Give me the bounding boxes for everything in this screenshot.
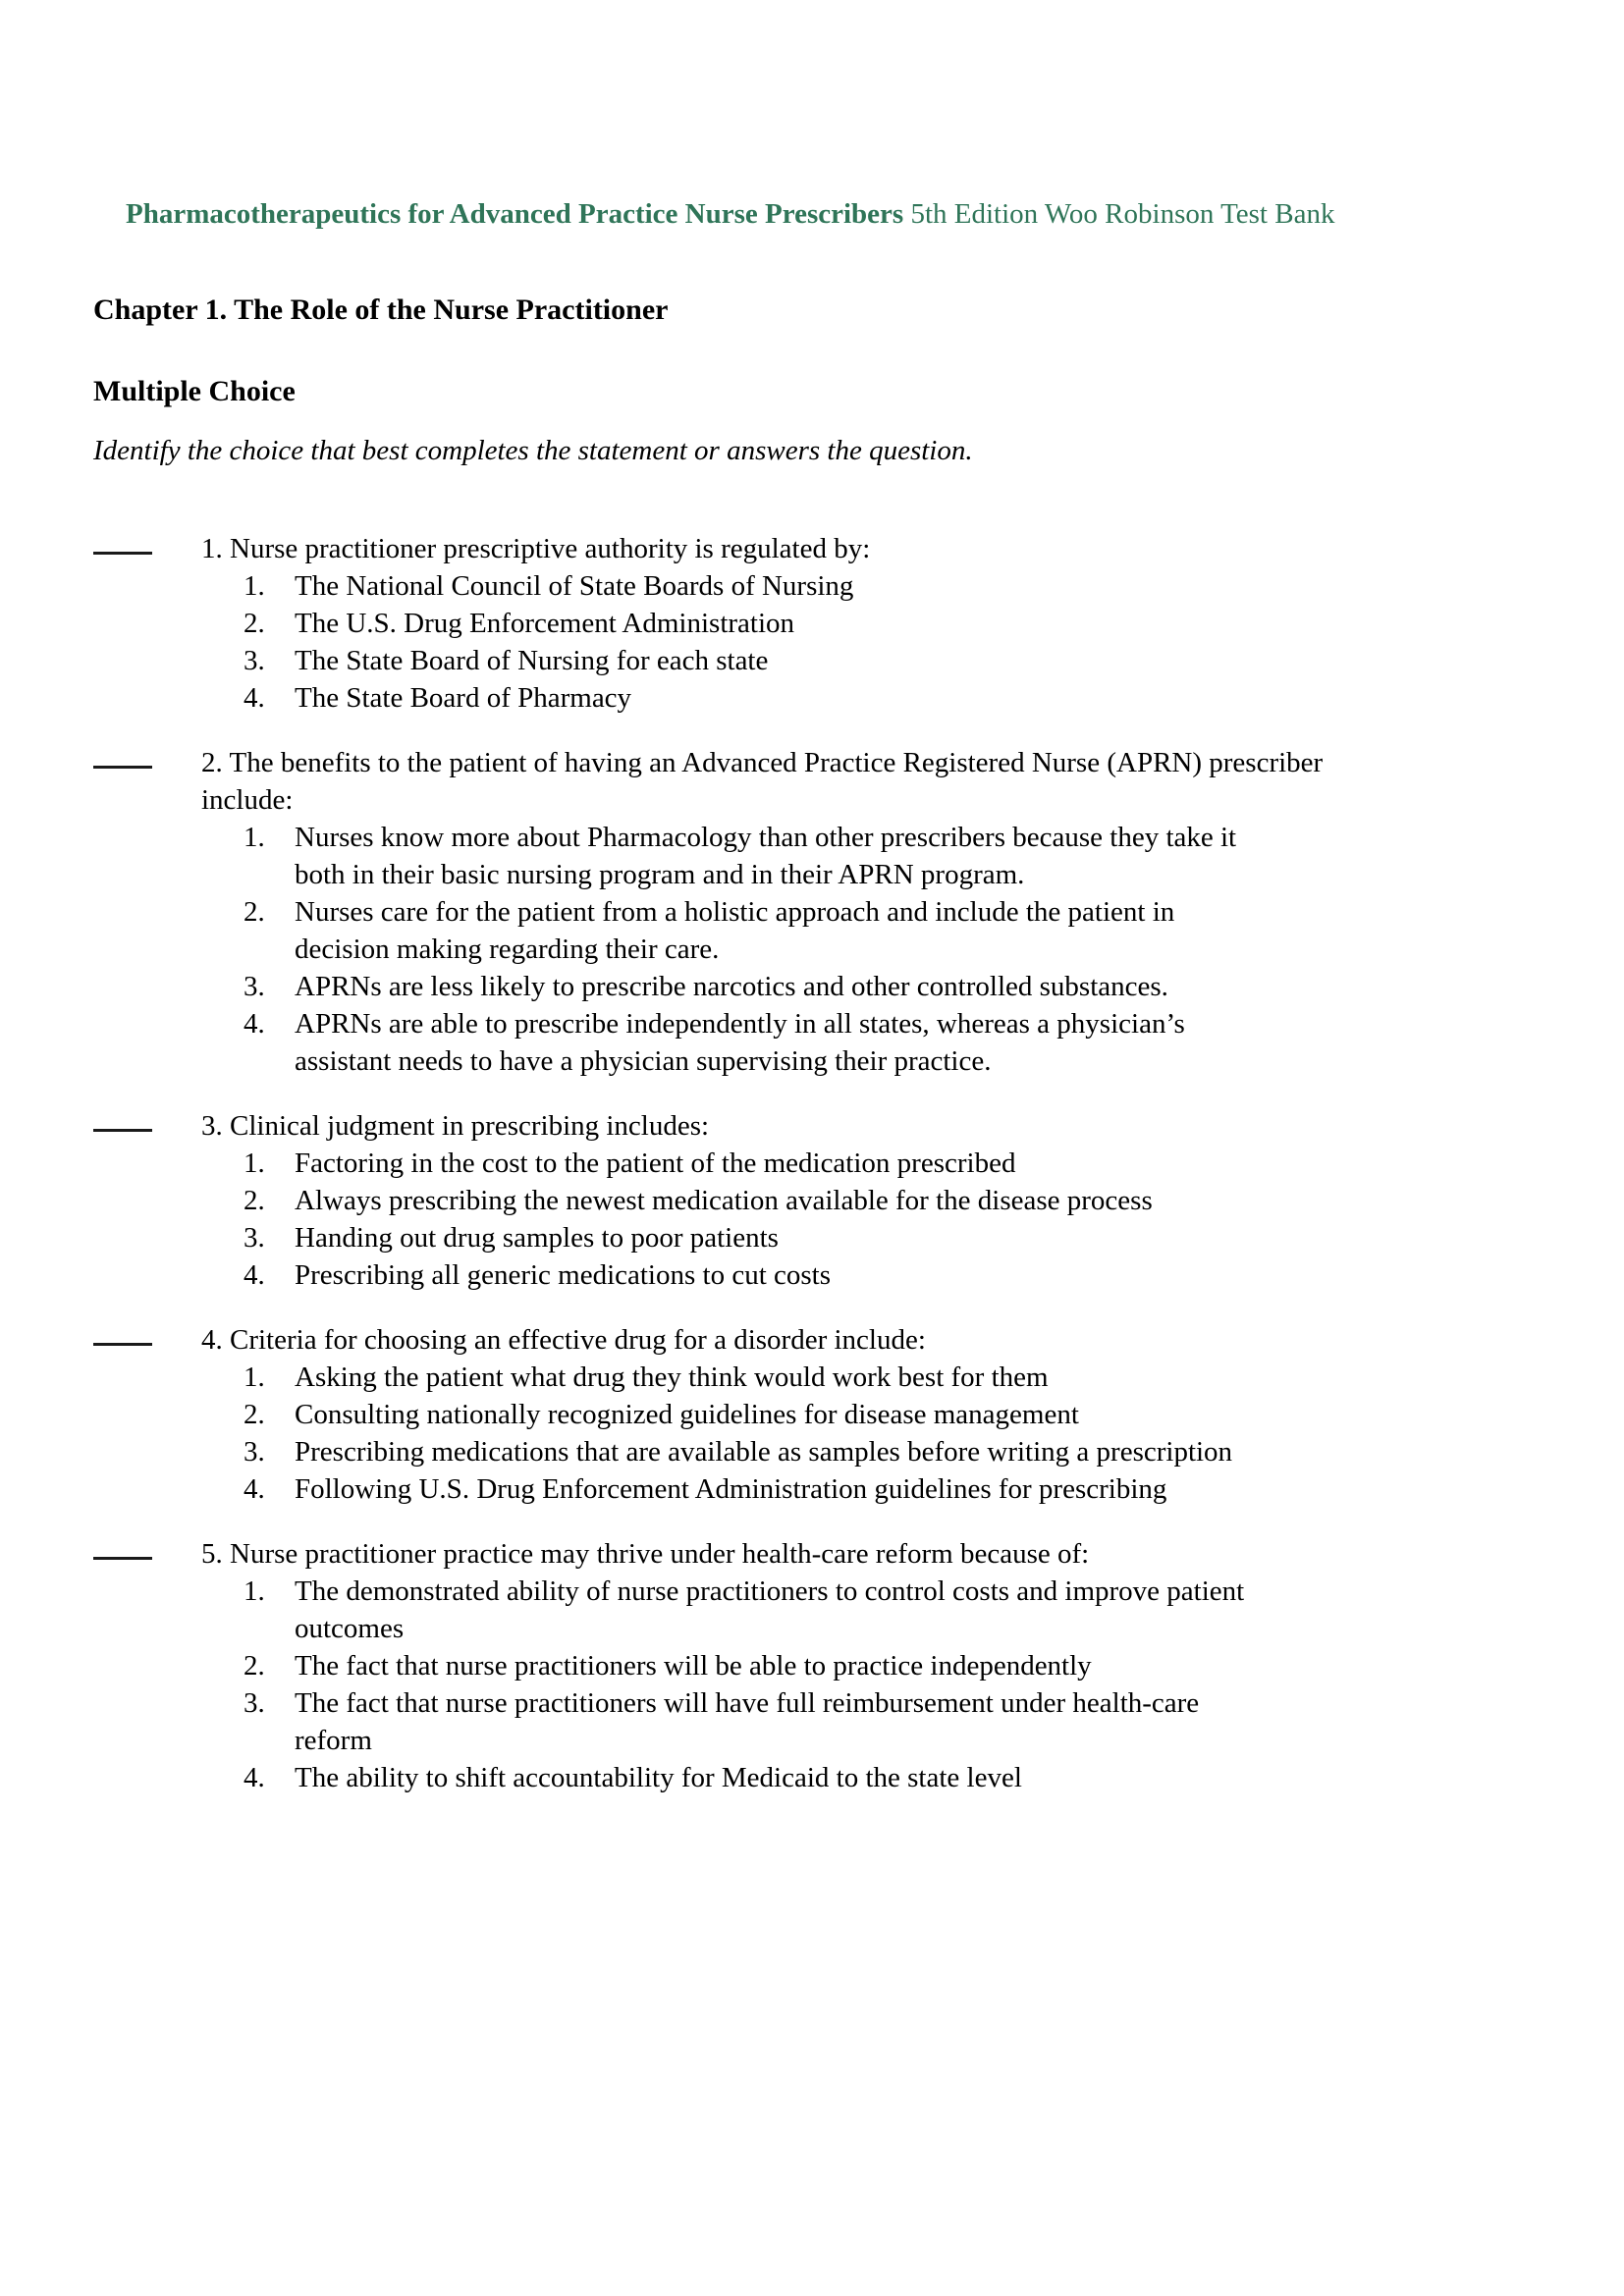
option-text-line: Prescribing all generic medications to cut costs (295, 1259, 832, 1291)
question-row (0, 1321, 1624, 1359)
question-text (201, 1107, 1550, 1145)
option-item[interactable] (244, 567, 1536, 605)
option-item[interactable] (244, 1759, 1536, 1796)
option-text-line: assistant needs to have a physician supervising their practice. (295, 1045, 992, 1077)
question-block (0, 744, 1624, 1080)
question-text-line: Nurse practitioner prescriptive authority is regulated by: (230, 533, 871, 564)
option-text-line: APRNs are able to prescribe independently in all states, whereas a physician’s (295, 1008, 1185, 1040)
question-number: 1. (201, 533, 223, 564)
question-text-line: Nurse practitioner practice may thrive under health-care reform because of: (230, 1538, 1090, 1570)
book-title: Pharmacotherapeutics for Advanced Practice Nurse Prescribers (126, 198, 904, 230)
question-text (201, 1535, 1550, 1573)
option-number: 3. (244, 1687, 265, 1719)
option-item[interactable] (244, 605, 1536, 642)
option-item[interactable] (244, 1573, 1536, 1647)
option-item[interactable] (244, 1145, 1536, 1182)
option-text-line: The demonstrated ability of nurse practitioners to control costs and improve patient (295, 1575, 1245, 1607)
answer-blank-field[interactable] (93, 1129, 152, 1132)
option-text-line: Consulting nationally recognized guidelines for disease management (295, 1399, 1079, 1430)
option-item[interactable] (244, 1433, 1536, 1470)
question-list (0, 530, 1624, 1824)
option-number: 1. (244, 570, 265, 602)
question-number: 2. (201, 747, 223, 778)
option-item[interactable] (244, 819, 1536, 893)
option-item[interactable] (244, 1647, 1536, 1684)
option-item[interactable] (244, 642, 1536, 679)
document-header-title (126, 194, 1530, 234)
option-number: 1. (244, 1148, 265, 1179)
option-text-line: Handing out drug samples to poor patients (295, 1222, 779, 1254)
question-row (0, 1107, 1624, 1145)
option-number: 2. (244, 896, 265, 928)
option-number: 4. (244, 1259, 265, 1291)
option-number: 2. (244, 1185, 265, 1216)
option-text-line: The U.S. Drug Enforcement Administration (295, 608, 795, 639)
option-text-line: Always prescribing the newest medication available for the disease process (295, 1185, 1153, 1216)
option-text-line: The State Board of Pharmacy (295, 682, 632, 714)
option-item[interactable] (244, 1005, 1536, 1080)
option-item[interactable] (244, 1182, 1536, 1219)
option-text-line: reform (295, 1725, 372, 1756)
option-item[interactable] (244, 1396, 1536, 1433)
option-item[interactable] (244, 1684, 1536, 1759)
option-number: 4. (244, 1473, 265, 1505)
option-text-line: The fact that nurse practitioners will be able to practice independently (295, 1650, 1092, 1682)
option-item[interactable] (244, 1256, 1536, 1294)
option-text-line: The State Board of Nursing for each state (295, 645, 769, 676)
option-text-line: The fact that nurse practitioners will have full reimbursement under health-care (295, 1687, 1200, 1719)
option-number: 3. (244, 645, 265, 676)
option-list (0, 567, 1624, 717)
option-number: 1. (244, 822, 265, 853)
question-text-line: Clinical judgment in prescribing includes: (230, 1110, 710, 1142)
option-list (0, 1145, 1624, 1294)
question-block (0, 1321, 1624, 1508)
question-text (201, 744, 1550, 819)
option-text-line: The ability to shift accountability for Medicaid to the state level (295, 1762, 1022, 1793)
option-text-line: Prescribing medications that are available as samples before writing a prescription (295, 1436, 1233, 1468)
option-item[interactable] (244, 679, 1536, 717)
question-row (0, 744, 1624, 819)
answer-blank-field[interactable] (93, 552, 152, 555)
option-item[interactable] (244, 1359, 1536, 1396)
answer-blank-field[interactable] (93, 1343, 152, 1346)
option-text-line: Nurses care for the patient from a holistic approach and include the patient in (295, 896, 1175, 928)
option-number: 3. (244, 1436, 265, 1468)
question-text-line: The benefits to the patient of having an Advanced Practice Registered Nurse (APRN) prescriber (229, 747, 1324, 778)
answer-blank-field[interactable] (93, 1557, 152, 1560)
question-row (0, 530, 1624, 567)
question-text-line: include: (201, 784, 294, 816)
option-text-line: Following U.S. Drug Enforcement Administration guidelines for prescribing (295, 1473, 1167, 1505)
question-text-line: Criteria for choosing an effective drug for a disorder include: (230, 1324, 926, 1356)
question-number: 5. (201, 1538, 223, 1570)
instructions-text: Identify the choice that best completes the statement or answers the question. (93, 435, 973, 466)
question-block (0, 530, 1624, 717)
option-text-line: Factoring in the cost to the patient of the medication prescribed (295, 1148, 1016, 1179)
option-list (0, 819, 1624, 1080)
option-number: 4. (244, 1762, 265, 1793)
option-item[interactable] (244, 968, 1536, 1005)
option-number: 3. (244, 1222, 265, 1254)
option-list (0, 1573, 1624, 1796)
option-number: 4. (244, 1008, 265, 1040)
question-number: 3. (201, 1110, 223, 1142)
option-number: 1. (244, 1362, 265, 1393)
question-text (201, 530, 1550, 567)
section-heading-multiple-choice: Multiple Choice (93, 375, 296, 407)
question-row (0, 1535, 1624, 1573)
option-number: 1. (244, 1575, 265, 1607)
question-text (201, 1321, 1550, 1359)
option-number: 2. (244, 608, 265, 639)
option-number: 3. (244, 971, 265, 1002)
option-number: 2. (244, 1650, 265, 1682)
question-number: 4. (201, 1324, 223, 1356)
question-block (0, 1535, 1624, 1796)
option-list (0, 1359, 1624, 1508)
question-block (0, 1107, 1624, 1294)
option-text-line: The National Council of State Boards of Nursing (295, 570, 854, 602)
option-text-line: outcomes (295, 1613, 405, 1644)
option-item[interactable] (244, 1219, 1536, 1256)
option-item[interactable] (244, 1470, 1536, 1508)
chapter-heading: Chapter 1. The Role of the Nurse Practitioner (93, 294, 669, 326)
option-number: 2. (244, 1399, 265, 1430)
option-item[interactable] (244, 893, 1536, 968)
option-text-line: decision making regarding their care. (295, 934, 720, 965)
book-edition-info: 5th Edition Woo Robinson Test Bank (903, 198, 1335, 230)
option-text-line: Asking the patient what drug they think would work best for them (295, 1362, 1049, 1393)
option-text-line: Nurses know more about Pharmacology than other prescribers because they take it (295, 822, 1237, 853)
option-text-line: both in their basic nursing program and in their APRN program. (295, 859, 1025, 890)
option-number: 4. (244, 682, 265, 714)
option-text-line: APRNs are less likely to prescribe narcotics and other controlled substances. (295, 971, 1168, 1002)
answer-blank-field[interactable] (93, 766, 152, 769)
